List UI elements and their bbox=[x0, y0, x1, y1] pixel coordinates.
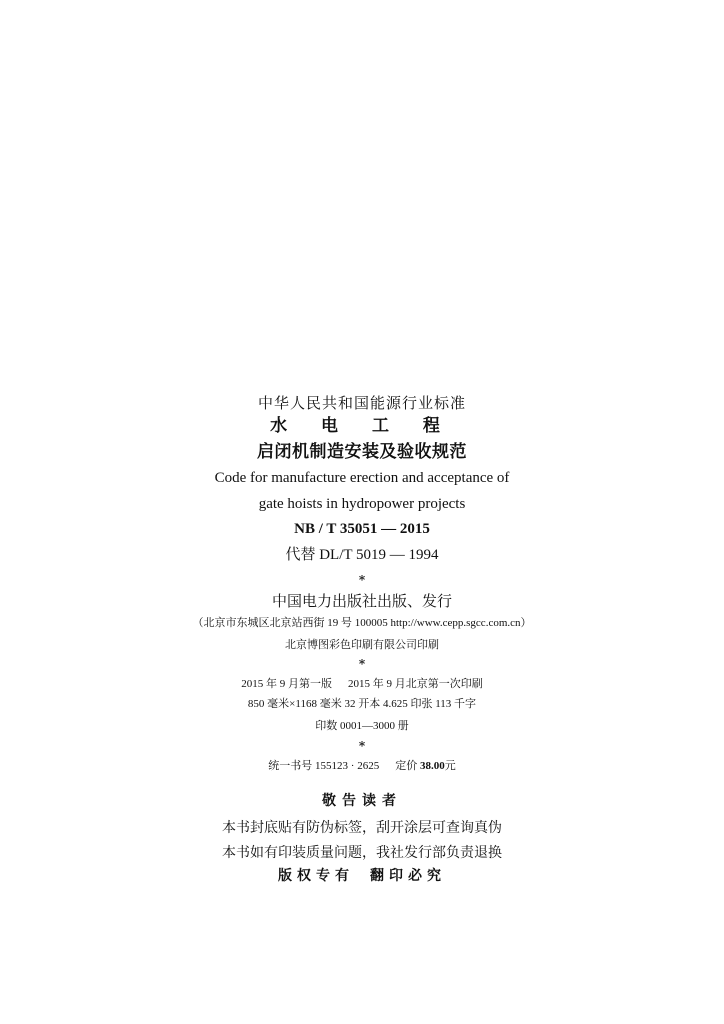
publisher: 中国电力出版社出版、发行 bbox=[271, 592, 452, 610]
notice-line2: 本书如有印装质量问题，我社发行部负责退换 bbox=[222, 845, 502, 861]
book-format: 850 毫米×1168 毫米 32 开本 4.625 印张 113 千字 bbox=[247, 698, 477, 710]
title-zh-line2: 启闭机制造安装及验收规范 bbox=[257, 442, 467, 462]
separator-star: * bbox=[358, 657, 366, 671]
book-number: 统一书号 155123 · 2625 bbox=[268, 760, 380, 772]
price-value: 38.00 bbox=[419, 760, 445, 772]
title-zh-line1: 水 电 工 程 bbox=[270, 416, 454, 436]
title-en-line1: Code for manufacture erection and acceptance of bbox=[214, 470, 510, 486]
standard-code: NB / T 35051 — 2015 bbox=[294, 521, 430, 537]
separator-star: * bbox=[358, 573, 366, 587]
edition: 2015 年 9 月第一版 bbox=[241, 678, 332, 690]
book-number-price bbox=[0, 761, 724, 772]
copyright-right: 翻印必究 bbox=[370, 868, 446, 884]
separator-star: * bbox=[358, 739, 366, 753]
title-en-line2: gate hoists in hydropower projects bbox=[258, 496, 466, 512]
printer: 北京博图彩色印刷有限公司印刷 bbox=[285, 638, 439, 651]
notice-line1: 本书封底贴有防伪标签，刮开涂层可查询真伪 bbox=[222, 820, 502, 836]
copyright-notice bbox=[0, 869, 724, 883]
price-label: 定价 bbox=[395, 760, 418, 772]
notice-heading: 敬告读者 bbox=[322, 793, 402, 809]
standard-series: 中华人民共和国能源行业标准 bbox=[257, 394, 466, 412]
copyright-left: 版权专有 bbox=[278, 868, 354, 884]
replaces-standard: 代替 DL/T 5019 — 1994 bbox=[285, 547, 439, 563]
edition-info bbox=[0, 679, 724, 690]
price-unit: 元 bbox=[444, 760, 456, 772]
publisher-address: （北京市东城区北京站西街 19 号 100005 http://www.cepp.sgcc.com.cn） bbox=[192, 617, 532, 629]
print-run: 印数 0001—3000 册 bbox=[315, 720, 409, 732]
printing: 2015 年 9 月北京第一次印刷 bbox=[348, 678, 483, 690]
